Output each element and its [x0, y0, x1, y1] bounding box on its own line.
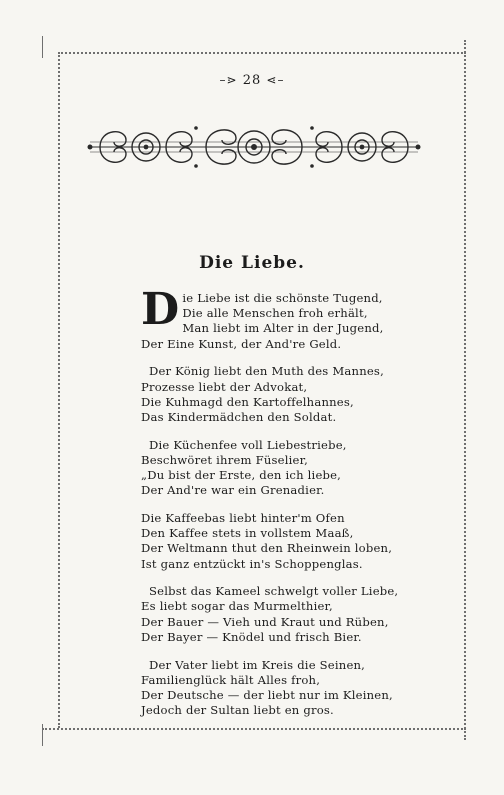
poem-line: Ist ganz entzückt in's Schoppenglas. [141, 556, 363, 571]
page-number-arrow-left: –⋗ [219, 73, 238, 87]
poem-line: Das Kindermädchen den Soldat. [141, 409, 337, 424]
poem-line: ie Liebe ist die schönste Tugend, [182, 291, 383, 305]
poem-line: Familienglück hält Alles froh, [141, 672, 321, 687]
poem-line: Man liebt im Alter in der Jugend, [182, 321, 384, 336]
poem-line: Jedoch der Sultan liebt en gros. [141, 703, 334, 718]
decorative-header-ornament [86, 118, 422, 176]
poem-line: Der Weltmann thut den Rheinwein loben, [141, 541, 393, 556]
poem-line: Die Küchenfee voll Liebestriebe, [149, 437, 347, 452]
poem-line: Die Kaffeebas liebt hinter'm Ofen [141, 510, 345, 525]
poem-line: Der Eine Kunst, der And're Geld. [141, 336, 342, 351]
stanza-5 [141, 584, 399, 645]
poem-line: Prozesse liebt der Advokat, [141, 379, 308, 394]
poem-line: Die Kuhmagd den Kartoffelhannes, [141, 394, 354, 409]
page-number-value: 28 [242, 73, 262, 88]
stanza-3 [141, 438, 381, 499]
poem-line: Der Deutsche — der liebt nur im Kleinen, [141, 687, 393, 702]
stanza-2 [141, 364, 384, 425]
frame-left-border [58, 52, 60, 728]
frame-top-border [58, 52, 466, 54]
stanza-1 [141, 284, 384, 352]
poem-title: Die Liebe. [199, 253, 305, 273]
poem-line: Es liebt sogar das Murmelthier, [141, 599, 333, 614]
frame-right-border [464, 40, 466, 740]
poem-line: „Du bist der Erste, den ich liebe, [141, 468, 342, 483]
poem-line: Selbst das Kameel schwelgt voller Liebe, [149, 584, 399, 599]
poem-line: Der Bayer — Knödel und frisch Bier. [141, 629, 362, 644]
frame-corner-tick [42, 724, 43, 746]
drop-cap: D [141, 284, 180, 335]
poem-line: Der And're war ein Grenadier. [141, 483, 325, 498]
page-number [0, 73, 504, 88]
poem-line: Beschwöret ihrem Füselier, [141, 452, 308, 467]
page-number-arrow-right: ⋖– [266, 73, 285, 87]
poem-body [141, 284, 399, 731]
poem-line: Der Vater liebt im Kreis die Seinen, [149, 657, 366, 672]
poem-line: Die alle Menschen froh erhält, [182, 306, 368, 321]
stanza-6 [141, 657, 393, 719]
poem-line: Den Kaffee stets in vollstem Maaß, [141, 526, 354, 541]
frame-corner-tick [42, 36, 43, 58]
poem-line: Der König liebt den Muth des Mannes, [149, 364, 384, 379]
poem-line: Der Bauer — Vieh und Kraut und Rüben, [141, 614, 389, 629]
stanza-4 [141, 510, 393, 572]
